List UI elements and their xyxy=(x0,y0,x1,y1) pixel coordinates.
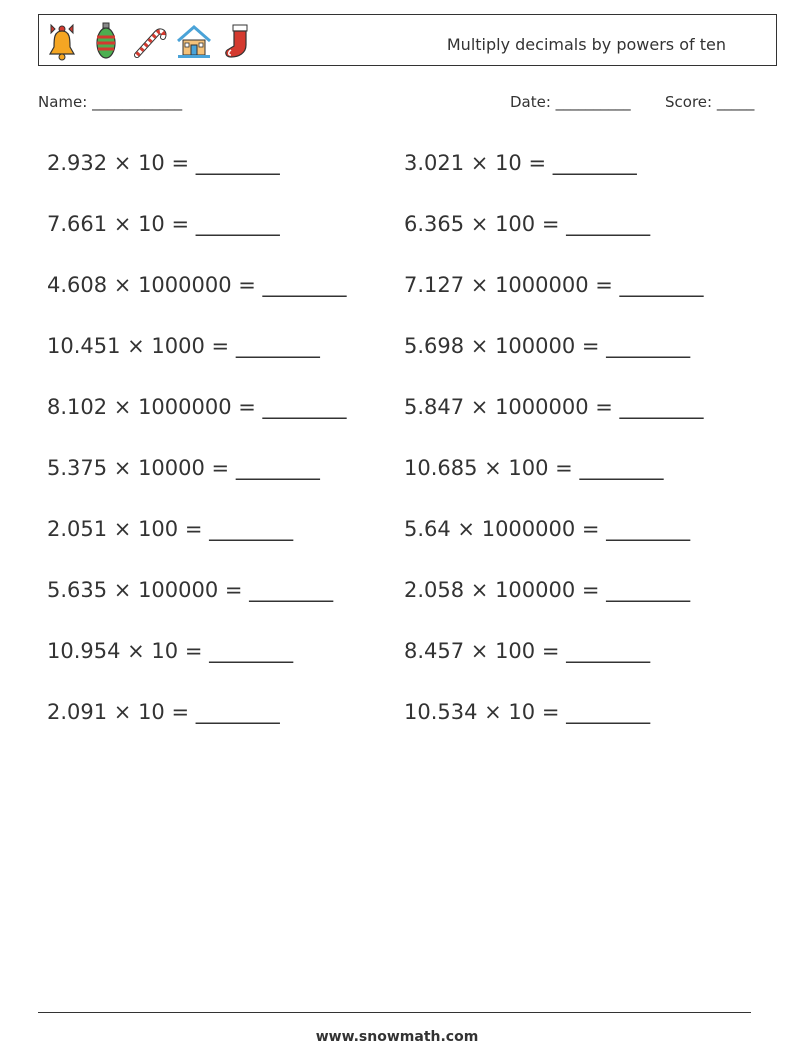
problem-14: 5.64 × 1000000 = ________ xyxy=(404,517,691,541)
problem-grid xyxy=(47,143,767,753)
problem-4: 6.365 × 100 = ________ xyxy=(404,212,651,236)
icon-strip xyxy=(43,19,257,63)
problem-7: 10.451 × 1000 = ________ xyxy=(47,334,320,358)
problem-5: 4.608 × 1000000 = ________ xyxy=(47,273,347,297)
problem-13: 2.051 × 100 = ________ xyxy=(47,517,294,541)
problem-15: 5.635 × 100000 = ________ xyxy=(47,578,334,602)
problem-18: 8.457 × 100 = ________ xyxy=(404,639,651,663)
problem-16: 2.058 × 100000 = ________ xyxy=(404,578,691,602)
footer-site: www.snowmath.com xyxy=(315,1029,479,1045)
problem-2: 3.021 × 10 = ________ xyxy=(404,151,637,175)
footer-divider xyxy=(38,1012,751,1013)
date-field: Date: __________ xyxy=(510,93,631,111)
problem-11: 5.375 × 10000 = ________ xyxy=(47,456,320,480)
worksheet-header xyxy=(38,14,777,66)
problem-9: 8.102 × 1000000 = ________ xyxy=(47,395,347,419)
problem-10: 5.847 × 1000000 = ________ xyxy=(404,395,704,419)
problem-1: 2.932 × 10 = ________ xyxy=(47,151,280,175)
problem-6: 7.127 × 1000000 = ________ xyxy=(404,273,704,297)
problem-19: 2.091 × 10 = ________ xyxy=(47,700,280,724)
problem-17: 10.954 × 10 = ________ xyxy=(47,639,294,663)
problem-3: 7.661 × 10 = ________ xyxy=(47,212,280,236)
problem-8: 5.698 × 100000 = ________ xyxy=(404,334,691,358)
candy-cane-icon xyxy=(131,19,169,63)
house-icon xyxy=(175,19,213,63)
bell-icon xyxy=(43,19,81,63)
ornament-icon xyxy=(87,19,125,63)
worksheet-title: Multiply decimals by powers of ten xyxy=(446,35,726,54)
problem-12: 10.685 × 100 = ________ xyxy=(404,456,664,480)
problem-20: 10.534 × 10 = ________ xyxy=(404,700,651,724)
name-field: Name: ____________ xyxy=(38,93,183,111)
score-field: Score: _____ xyxy=(665,93,755,111)
stocking-icon xyxy=(219,19,257,63)
